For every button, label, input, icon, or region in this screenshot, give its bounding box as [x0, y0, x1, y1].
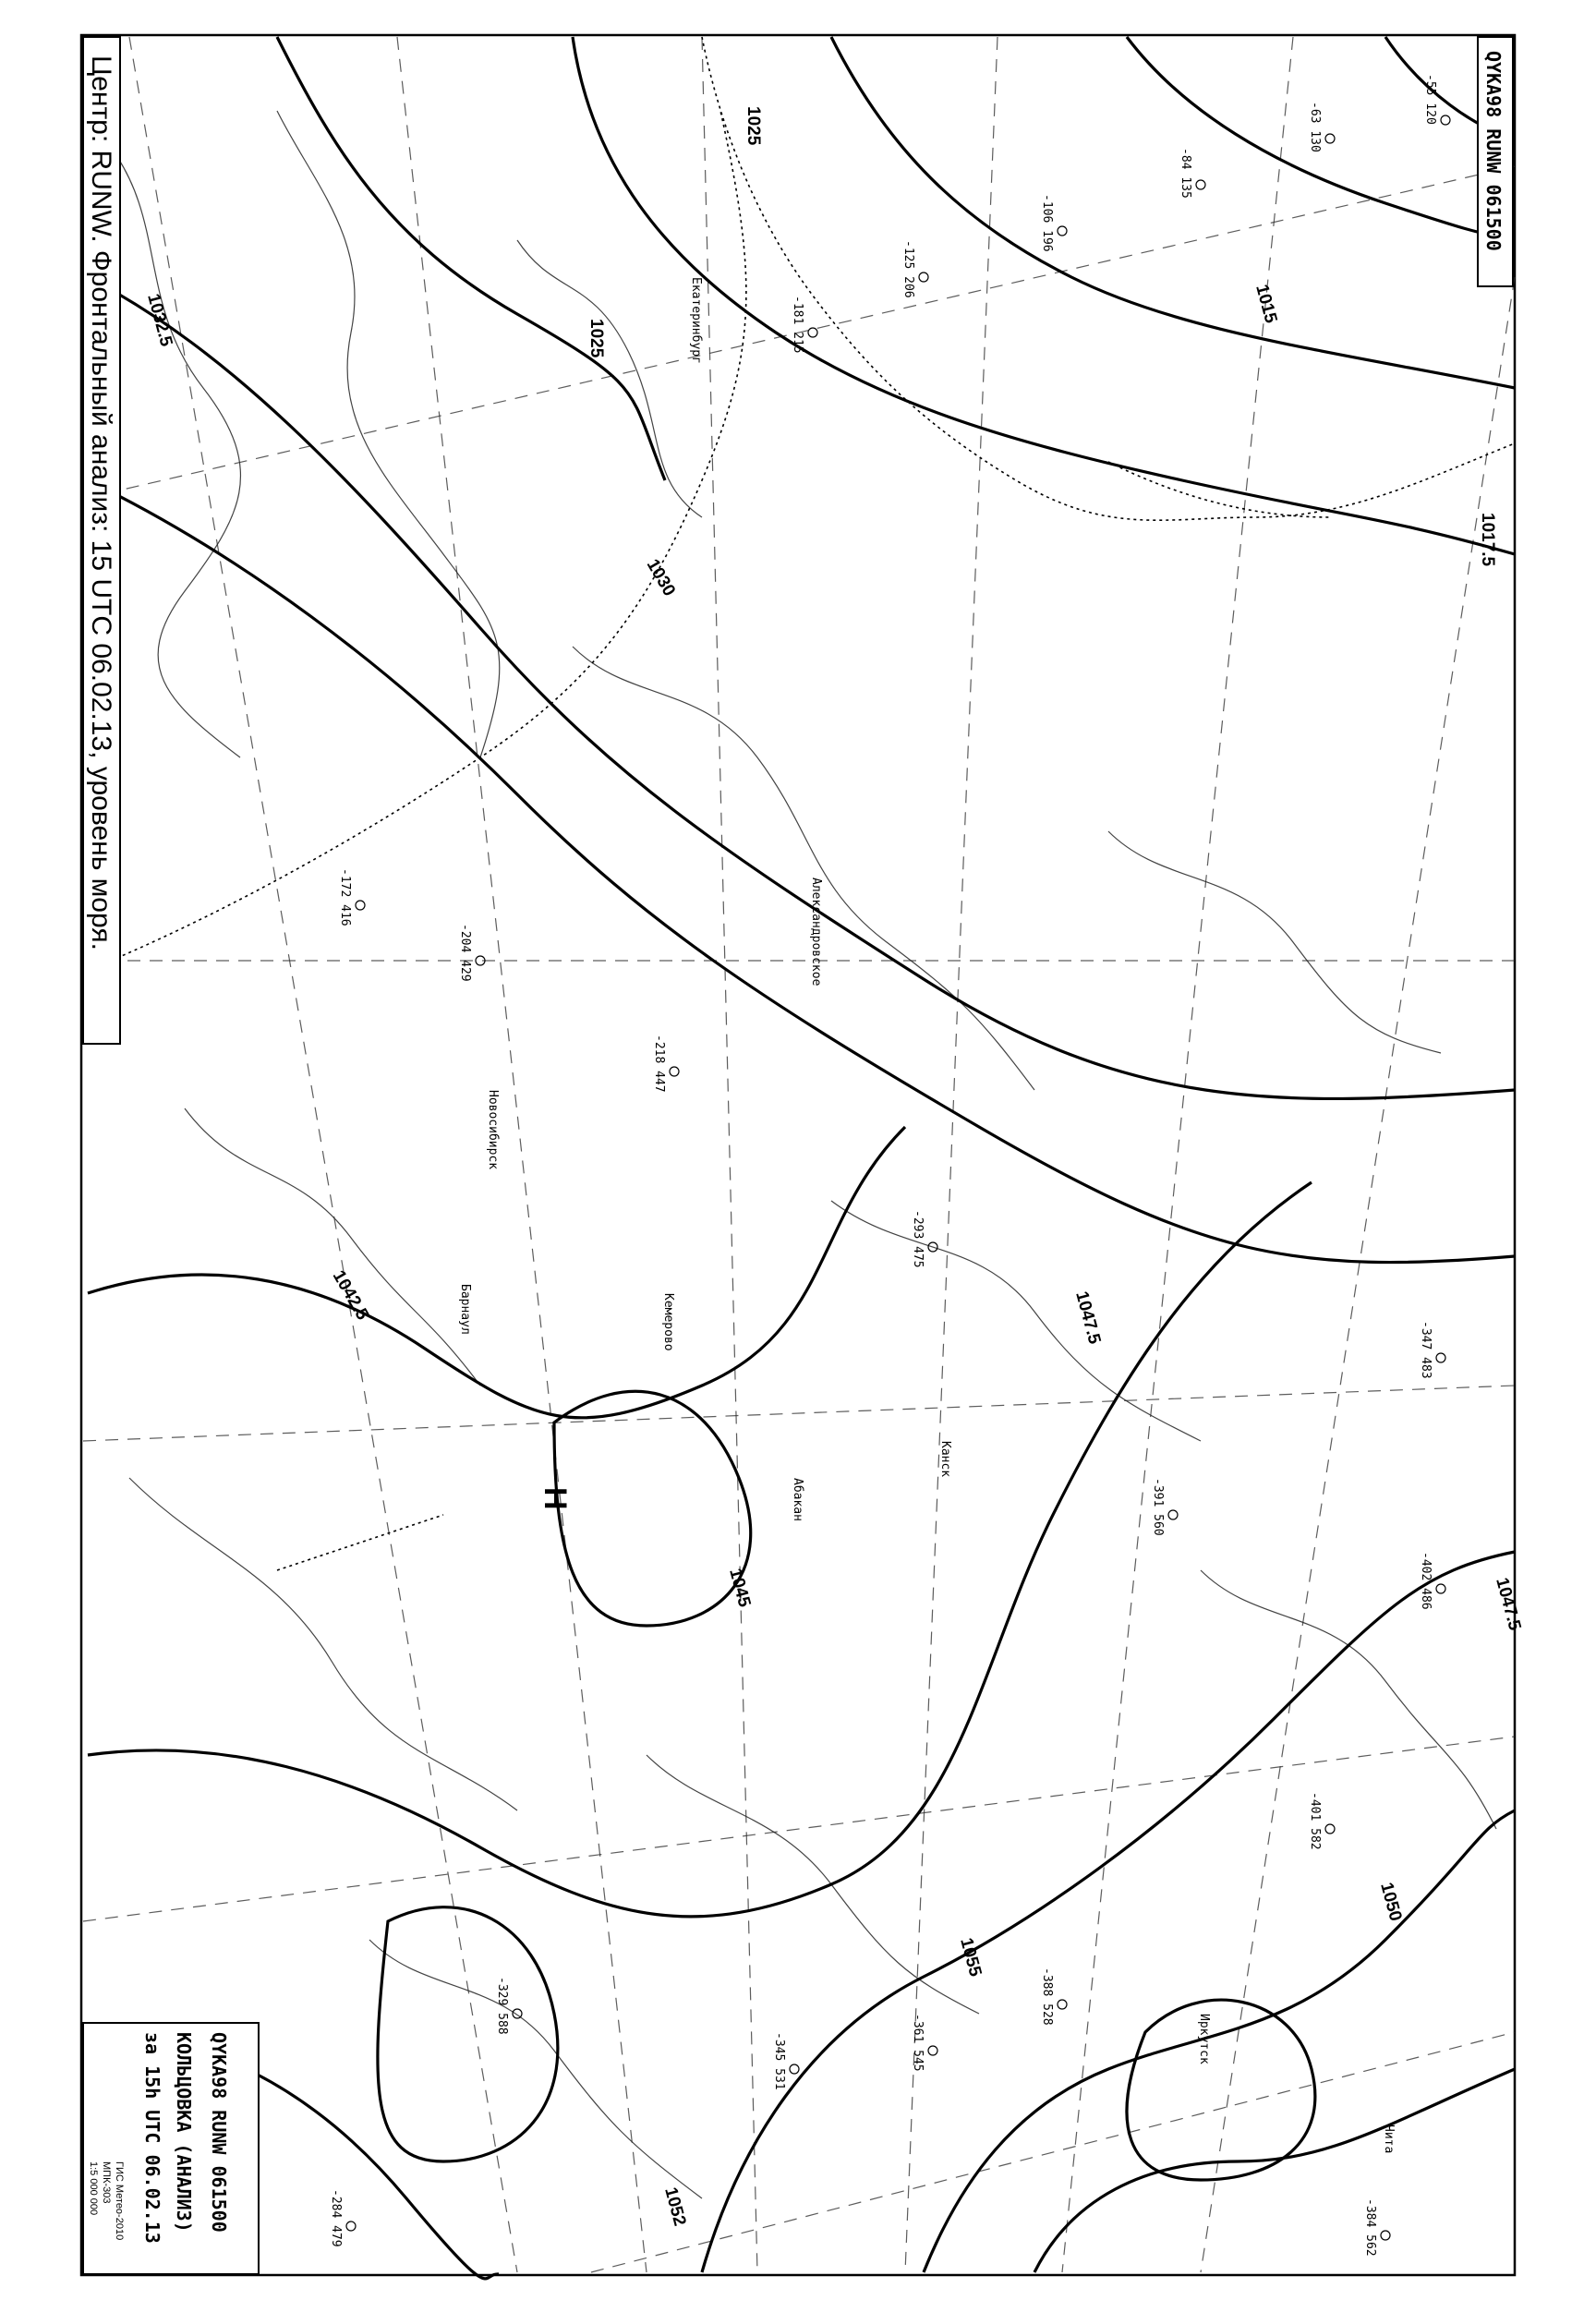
legend-meta1: ГИС Метео-2010	[114, 2161, 125, 2241]
station-plot	[1363, 2198, 1390, 2257]
isobar-label: 1015	[1251, 282, 1281, 326]
isobar-label: 1025	[586, 319, 606, 358]
station-plot	[652, 1035, 679, 1093]
isobar-label: 1045	[725, 1566, 755, 1610]
station-plot	[1419, 1552, 1445, 1610]
station-plot	[458, 924, 485, 982]
svg-text:-402 486: -402 486	[1419, 1552, 1433, 1610]
svg-text:-384 562: -384 562	[1363, 2198, 1377, 2257]
isobar-label: 1025	[744, 106, 763, 146]
isobar-label: 1047.5	[1071, 1289, 1105, 1347]
legend-line2: за 15h UTC 06.02.13	[141, 2032, 163, 2244]
place-name: Кемерово	[661, 1293, 675, 1351]
svg-text:-106 196: -106 196	[1040, 194, 1054, 252]
station-plot	[901, 240, 928, 298]
svg-text:-329 588: -329 588	[495, 1977, 509, 2035]
isobar-label: 1052	[660, 2185, 690, 2229]
station-plot	[338, 868, 365, 926]
svg-text:-204 429: -204 429	[458, 924, 472, 982]
station-plot	[911, 2014, 937, 2072]
legend-box	[83, 2023, 259, 2274]
isobar-label: 1055	[956, 1935, 985, 1979]
isobars	[88, 37, 1515, 2279]
header-code-box	[1478, 37, 1513, 286]
svg-text:-361 545: -361 545	[911, 2014, 925, 2072]
station-plot	[1308, 102, 1335, 152]
svg-text:-84 135: -84 135	[1179, 148, 1192, 199]
svg-text:-391 560: -391 560	[1151, 1478, 1165, 1536]
place-names	[458, 277, 1396, 2153]
svg-text:-293 475: -293 475	[911, 1210, 925, 1268]
map-title: Центр: RUNW. Фронтальный анализ: 15 UTC 06.02.13, уровень моря.	[86, 55, 116, 950]
place-name: Новосибирск	[486, 1090, 500, 1170]
legend-meta3: 1:5 000 000	[88, 2161, 99, 2216]
fronts	[111, 37, 1515, 1570]
isobar-label: 1050	[1376, 1880, 1406, 1924]
station-plot	[1040, 1967, 1067, 2026]
svg-text:-218 447: -218 447	[652, 1035, 666, 1093]
place-name: Чита	[1382, 2124, 1396, 2154]
legend-meta2: МПК-303	[101, 2161, 112, 2204]
high-pressure-center: H	[538, 1487, 573, 1510]
legend-code: QYKA98 RUNW 061500	[208, 2032, 230, 2233]
station-plot	[911, 1210, 937, 1268]
svg-text:-345 531: -345 531	[772, 2032, 786, 2090]
station-plot	[1308, 1792, 1335, 1850]
place-name: Барнаул	[458, 1284, 472, 1335]
station-plot	[1419, 1321, 1445, 1379]
coastlines	[111, 111, 1496, 2198]
station-plot	[495, 1977, 522, 2035]
isobar-label: 1042.5	[328, 1267, 372, 1324]
svg-text:-55 120: -55 120	[1423, 74, 1437, 125]
isobar-label: 1032.5	[143, 291, 176, 349]
isobar-label: 1030	[642, 556, 679, 600]
coordinate-grid	[83, 37, 1515, 2272]
svg-text:-401 582: -401 582	[1308, 1792, 1322, 1850]
station-plot	[1423, 74, 1450, 125]
svg-text:-181 215: -181 215	[791, 296, 804, 354]
station-plot	[1151, 1478, 1178, 1536]
header-code: QYKA98 RUNW 061500	[1482, 51, 1505, 251]
svg-text:-388 528: -388 528	[1040, 1967, 1054, 2026]
svg-text:-125 206: -125 206	[901, 240, 915, 298]
place-name: Абакан	[791, 1478, 804, 1521]
place-name: Александровское	[809, 878, 823, 987]
station-plot	[791, 296, 817, 354]
isobar-labels	[89, 106, 1524, 2228]
legend-line1: КОЛЬЦОВКА (АНАЛИЗ)	[173, 2032, 195, 2233]
isobar-label: 1017.5	[1478, 513, 1497, 567]
place-name: Канск	[938, 1441, 952, 1478]
map-frame	[81, 35, 1515, 2275]
place-name: Иркутск	[1197, 2014, 1211, 2064]
station-plot	[1040, 194, 1067, 252]
station-plot	[1179, 148, 1205, 199]
svg-text:-347 483: -347 483	[1419, 1321, 1433, 1379]
title-box	[83, 37, 120, 1044]
place-name: Екатеринбург	[689, 277, 703, 364]
isobar-label: 1047.5	[1492, 1575, 1525, 1633]
station-plot	[329, 2189, 356, 2247]
svg-text:-63 130: -63 130	[1308, 102, 1322, 152]
station-plot	[772, 2032, 799, 2090]
svg-text:-172 416: -172 416	[338, 868, 352, 926]
svg-text:-284 479: -284 479	[329, 2189, 343, 2247]
